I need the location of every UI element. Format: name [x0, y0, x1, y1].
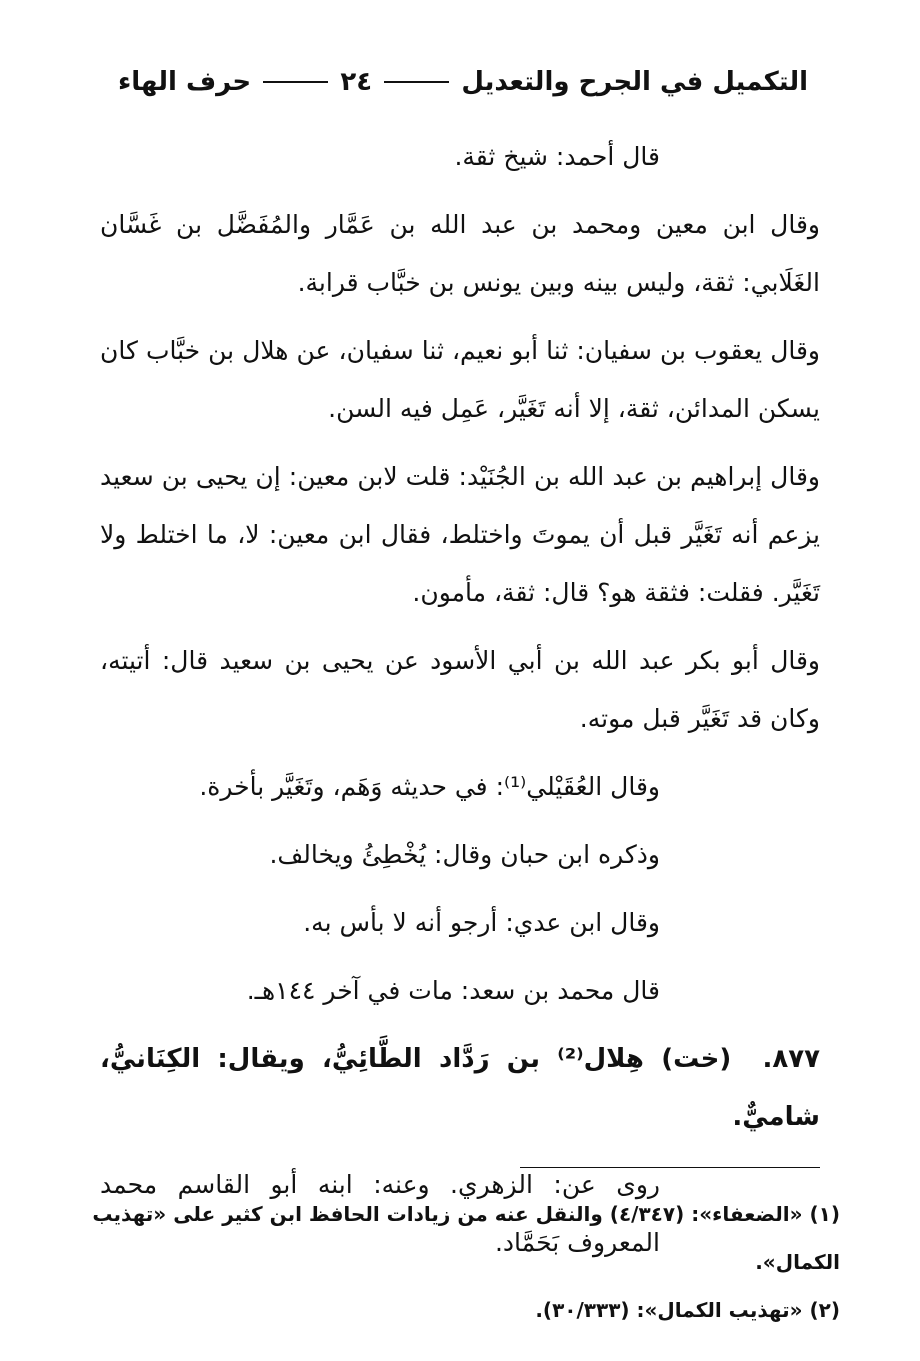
- footnote-divider: [520, 1167, 820, 1168]
- page-header: [118, 62, 808, 102]
- footnote: (٢) «تهذيب الكمال»: (٣٠/٣٣٣).: [535, 1298, 840, 1322]
- entry-heading: [100, 1030, 820, 1146]
- paragraph: وذكره ابن حبان وقال: يُخْطِئُ ويخالف.: [269, 840, 660, 869]
- header-rule: [263, 81, 328, 83]
- entry-number: ٨٧٧.: [762, 1044, 820, 1074]
- paragraph: قال أحمد: شيخ ثقة.: [454, 142, 660, 171]
- main-text: [100, 128, 820, 1272]
- paragraph: وقال يعقوب بن سفيان: ثنا أبو نعيم، ثنا سفيان، عن هلال بن خبَّاب كان يسكن المدائن، ثقة، إلا أنه تَغَيَّر، عَمِل فيه السن.: [100, 336, 820, 423]
- footnotes: [80, 1190, 840, 1334]
- page-number: ٢٤: [340, 67, 373, 97]
- book-title: التكميل في الجرح والتعديل: [461, 67, 808, 97]
- footnote: (١) «الضعفاء»: (٤/٣٤٧) والنقل عنه من زيادات الحافظ ابن كثير على «تهذيب الكمال».: [92, 1202, 840, 1274]
- paragraph: وقال ابن عدي: أرجو أنه لا بأس به.: [303, 908, 660, 937]
- paragraph: وقال ابن معين ومحمد بن عبد الله بن عَمَّار والمُفَضَّل بن غَسَّان الغَلَابي: ثقة، وليس بينه وبين يونس بن خبَّاب قرابة.: [100, 210, 820, 297]
- entry-title: (خت) هِلال⁽²⁾ بن رَدَّاد الطَّائِيُّ، ويقال: الكِنَانيُّ، شاميٌّ.: [100, 1044, 820, 1132]
- paragraph: روى عن: الزهري. وعنه: ابنه أبو القاسم محمد المعروف بَحَمَّاد.: [100, 1170, 660, 1257]
- section-title: حرف الهاء: [118, 67, 252, 97]
- paragraph: وقال إبراهيم بن عبد الله بن الجُنَيْد: قلت لابن معين: إن يحيى بن سعيد يزعم أنه تَغَيَّر قبل أن يموتَ واختلط، فقال ابن معين: لا، ما اختلط ولا تَغَيَّر. فقلت: فثقة هو؟ قال: ثقة، مأمون.: [100, 462, 820, 607]
- paragraph: قال محمد بن سعد: مات في آخر ١٤٤هـ.: [246, 976, 660, 1005]
- header-rule: [384, 81, 449, 83]
- paragraph: وقال العُقَيْلي⁽¹⁾: في حديثه وَهَم، وتَغَيَّر بأخرة.: [199, 772, 660, 801]
- paragraph: وقال أبو بكر عبد الله بن أبي الأسود عن يحيى بن سعيد قال: أتيته، وكان قد تَغَيَّر قبل موته.: [100, 646, 820, 733]
